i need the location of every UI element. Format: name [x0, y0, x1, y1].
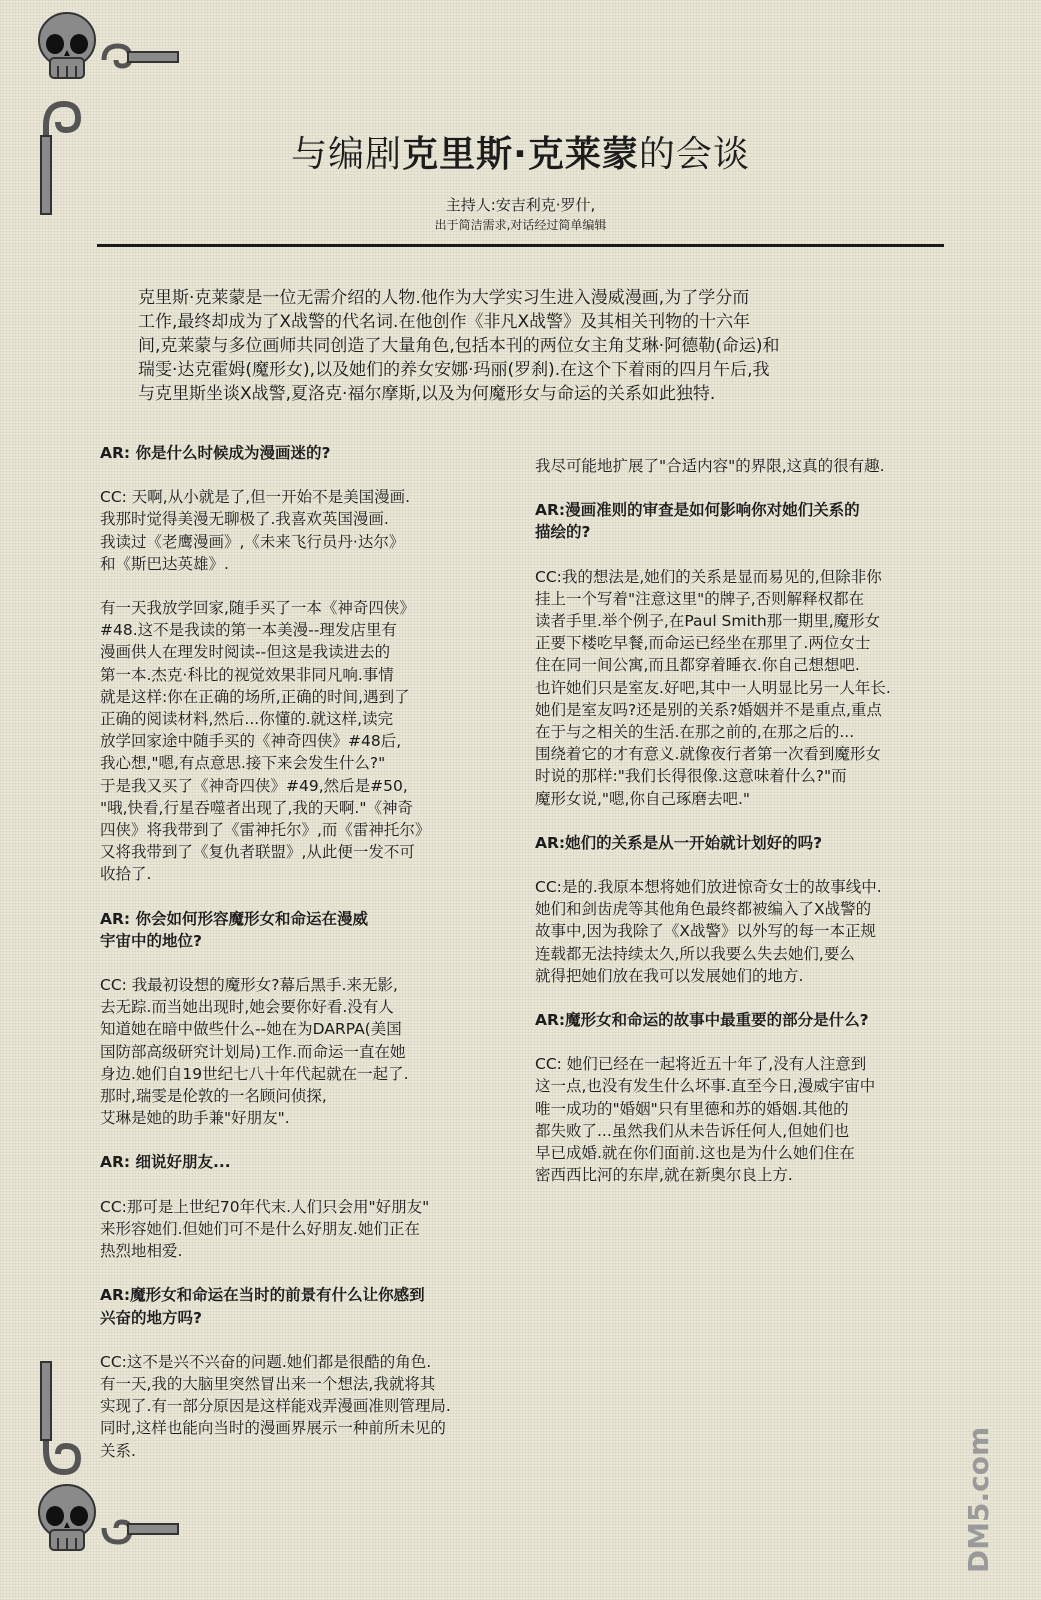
scroll-bracket-left-bottom-icon	[34, 1360, 84, 1480]
host-line: 主持人:安吉利克·罗什,	[445, 196, 596, 214]
text-line: 去无踪.而当她出现时,她会要你好看.没有人	[100, 998, 394, 1017]
text-line: 魔形女说,"嗯,你自己琢磨去吧."	[535, 789, 751, 808]
watermark-text: DM5.com	[962, 1426, 995, 1574]
text-line: #48.这不是我读的第一本美漫--理发店里有	[100, 621, 397, 640]
intro-line: 工作,最终却成为了X战警的代名词.在他创作《非凡X战警》及其相关刊物的十六年	[138, 312, 751, 332]
skull-ornament-top-icon	[34, 10, 100, 84]
text-line: 描绘的?	[535, 523, 591, 542]
intro-line: 间,克莱蒙与多位画师共同创造了大量角色,包括本刊的两位女主角艾琳·阿德勒(命运)和	[138, 336, 780, 356]
text-line: 这一点,也没有发生什么坏事.直至今日,漫威宇宙中	[535, 1077, 876, 1096]
text-line: 围绕着它的才有意义.就像夜行者第一次看到魔形女	[535, 745, 881, 764]
intro-line: 瑞雯·达克霍姆(魔形女),以及她们的养女安娜·玛丽(罗刹).在这个下着雨的四月午后,我	[138, 360, 770, 380]
text-line: AR:她们的关系是从一开始就计划好的吗?	[535, 833, 823, 852]
text-line: AR: 细说好朋友...	[100, 1153, 231, 1172]
text-line: 收拾了.	[100, 865, 152, 884]
interview-answer	[100, 1196, 495, 1263]
paragraph-spacer	[100, 1174, 495, 1196]
paragraph-spacer	[535, 854, 947, 876]
text-line: CC:那可是上世纪70年代末.人们只会用"好朋友"	[100, 1197, 430, 1216]
text-line: 有一天,我的大脑里突然冒出来一个想法,我就将其	[100, 1374, 436, 1393]
interview-question	[535, 832, 947, 854]
text-line: 放学回家途中随手买的《神奇四侠》#48后,	[100, 732, 402, 751]
interview-right-column	[535, 455, 947, 1186]
scroll-bracket-bottom-icon	[100, 1508, 180, 1548]
interview-answer	[100, 974, 495, 1129]
text-line: 也许她们只是室友.好吧,其中一人明显比另一人年长.	[535, 678, 891, 697]
interview-answer	[535, 455, 947, 477]
text-line: AR: 你是什么时候成为漫画迷的?	[100, 444, 331, 462]
text-line: 有一天我放学回家,随手买了一本《神奇四侠》	[100, 599, 415, 618]
text-line: 热烈地相爱.	[100, 1242, 183, 1261]
text-line: 又将我带到了《复仇者联盟》,从此便一发不可	[100, 843, 415, 862]
paragraph-spacer	[100, 464, 495, 486]
text-line: 就是这样:你在正确的场所,正确的时间,遇到了	[100, 687, 410, 706]
dm5-watermark-logo	[962, 1420, 1008, 1580]
interview-answer	[535, 566, 947, 810]
intro-paragraph	[138, 286, 898, 406]
text-line: 故事中,因为我除了《X战警》以外写的每一本正规	[535, 922, 877, 941]
interview-left-column	[100, 442, 495, 1462]
paragraph-spacer	[100, 1262, 495, 1284]
interview-answer	[100, 597, 495, 886]
edit-note: 出于简洁需求,对话经过简单编辑	[434, 218, 607, 232]
text-line: CC: 天啊,从小就是了,但一开始不是美国漫画.	[100, 488, 411, 507]
paragraph-spacer	[535, 1031, 947, 1053]
paragraph-spacer	[535, 987, 947, 1009]
text-line: 她们是室友吗?还是别的关系?婚姻并不是重点,重点	[535, 700, 882, 719]
text-line: "哦,快看,行星吞噬者出现了,我的天啊."《神奇	[100, 798, 413, 817]
title-suffix: 的会谈	[638, 134, 750, 175]
text-line: 挂上一个写着"注意这里"的牌子,否则解释权都在	[535, 589, 865, 608]
interview-answer	[535, 1053, 947, 1186]
text-line: 我尽可能地扩展了"合适内容"的界限,这真的很有趣.	[535, 457, 885, 475]
interview-question	[535, 499, 947, 543]
header-divider	[97, 244, 944, 247]
interview-question	[100, 1151, 495, 1173]
title-prefix: 与编剧	[291, 134, 403, 175]
paragraph-spacer	[100, 952, 495, 974]
paragraph-spacer	[535, 477, 947, 499]
text-line: AR:漫画准则的审查是如何影响你对她们关系的	[535, 501, 860, 520]
text-line: 正确的阅读材料,然后...你懂的.就这样,读完	[100, 710, 394, 729]
text-line: 就得把她们放在我可以发展她们的地方.	[535, 966, 804, 985]
text-line: CC: 她们已经在一起将近五十年了,没有人注意到	[535, 1055, 867, 1074]
text-line: CC: 我最初设想的魔形女?幕后黑手.来无影,	[100, 976, 398, 995]
interview-question	[535, 1009, 947, 1031]
text-line: 那时,瑞雯是伦敦的一名顾问侦探,	[100, 1087, 327, 1106]
text-line: 我那时觉得美漫无聊极了.我喜欢英国漫画.	[100, 510, 389, 529]
title-name: 克里斯·克莱蒙	[402, 134, 639, 175]
text-line: 读者手里.举个例子,在Paul Smith那一期里,魔形女	[535, 612, 881, 631]
text-line: AR: 你会如何形容魔形女和命运在漫威	[100, 909, 369, 928]
text-line: 漫画供人在理发时阅读--但这是我读进去的	[100, 643, 391, 662]
text-line: 四侠》将我带到了《雷神托尔》,而《雷神托尔》	[100, 821, 431, 840]
interview-question	[100, 908, 495, 952]
interview-answer	[100, 1351, 495, 1462]
text-line: 来形容她们.但她们可不是什么好朋友.她们正在	[100, 1219, 420, 1238]
text-line: CC:是的.我原本想将她们放进惊奇女士的故事线中.	[535, 878, 882, 897]
paragraph-spacer	[100, 886, 495, 908]
text-line: 实现了.有一部分原因是这样能戏弄漫画准则管理局.	[100, 1397, 451, 1416]
paragraph-spacer	[100, 1329, 495, 1351]
text-line: 知道她在暗中做些什么--她在为DARPA(美国	[100, 1020, 402, 1039]
text-line: 正要下楼吃早餐,而命运已经坐在那里了.两位女士	[535, 634, 871, 653]
text-line: CC:我的想法是,她们的关系是显而易见的,但除非你	[535, 567, 882, 586]
text-line: 她们和剑齿虎等其他角色最终都被编入了X战警的	[535, 900, 872, 919]
paragraph-spacer	[535, 544, 947, 566]
text-line: 和《斯巴达英雄》.	[100, 554, 229, 573]
text-line: 在于与之相关的生活.在那之前的,在那之后的...	[535, 723, 855, 742]
text-line: 同时,这样也能向当时的漫画界展示一种前所未见的	[100, 1419, 446, 1438]
text-line: 密西西比河的东岸,就在新奥尔良上方.	[535, 1166, 793, 1185]
text-line: 艾琳是她的助手兼"好朋友".	[100, 1109, 290, 1128]
text-line: AR:魔形女和命运在当时的前景有什么让你感到	[100, 1286, 425, 1305]
text-line: 国防部高级研究计划局)工作.而命运一直在她	[100, 1042, 406, 1061]
text-line: 时说的那样:"我们长得很像.这意味着什么?"而	[535, 767, 847, 786]
text-line: 第一本.杰克·科比的视觉效果非同凡响.事情	[100, 665, 394, 684]
page-title	[0, 126, 1041, 177]
interview-question	[100, 1284, 495, 1328]
text-line: 连载都无法持续太久,所以我要么失去她们,要么	[535, 944, 855, 963]
text-line: 于是我又买了《神奇四侠》#49,然后是#50,	[100, 776, 408, 795]
text-line: 我心想,"嗯,有点意思.接下来会发生什么?"	[100, 754, 386, 773]
scroll-bracket-top-icon	[100, 40, 180, 80]
text-line: 兴奋的地方吗?	[100, 1308, 202, 1327]
text-line: 我读过《老鹰漫画》,《未来飞行员丹·达尔》	[100, 532, 405, 551]
skull-ornament-bottom-icon	[34, 1482, 100, 1556]
paragraph-spacer	[100, 575, 495, 597]
text-line: 早已成婚.就在你们面前.这也是为什么她们住在	[535, 1144, 855, 1163]
text-line: 唯一成功的"婚姻"只有里德和苏的婚姻.其他的	[535, 1099, 849, 1118]
interview-answer	[535, 876, 947, 987]
text-line: 住在同一间公寓,而且都穿着睡衣.你自己想想吧.	[535, 656, 860, 675]
paragraph-spacer	[100, 1129, 495, 1151]
paragraph-spacer	[535, 810, 947, 832]
text-line: AR:魔形女和命运的故事中最重要的部分是什么?	[535, 1011, 869, 1030]
intro-line: 克里斯·克莱蒙是一位无需介绍的人物.他作为大学实习生进入漫威漫画,为了学分而	[138, 288, 750, 308]
interview-answer	[100, 486, 495, 575]
text-line: CC:这不是兴不兴奋的问题.她们都是很酷的角色.	[100, 1352, 432, 1371]
text-line: 宇宙中的地位?	[100, 931, 202, 950]
intro-line: 与克里斯坐谈X战警,夏洛克·福尔摩斯,以及为何魔形女与命运的关系如此独特.	[138, 384, 716, 404]
interview-question	[100, 442, 495, 464]
text-line: 身边.她们自19世纪七八十年代起就在一起了.	[100, 1064, 409, 1083]
text-line: 都失败了...虽然我们从未告诉任何人,但她们也	[535, 1121, 850, 1140]
text-line: 关系.	[100, 1441, 136, 1460]
